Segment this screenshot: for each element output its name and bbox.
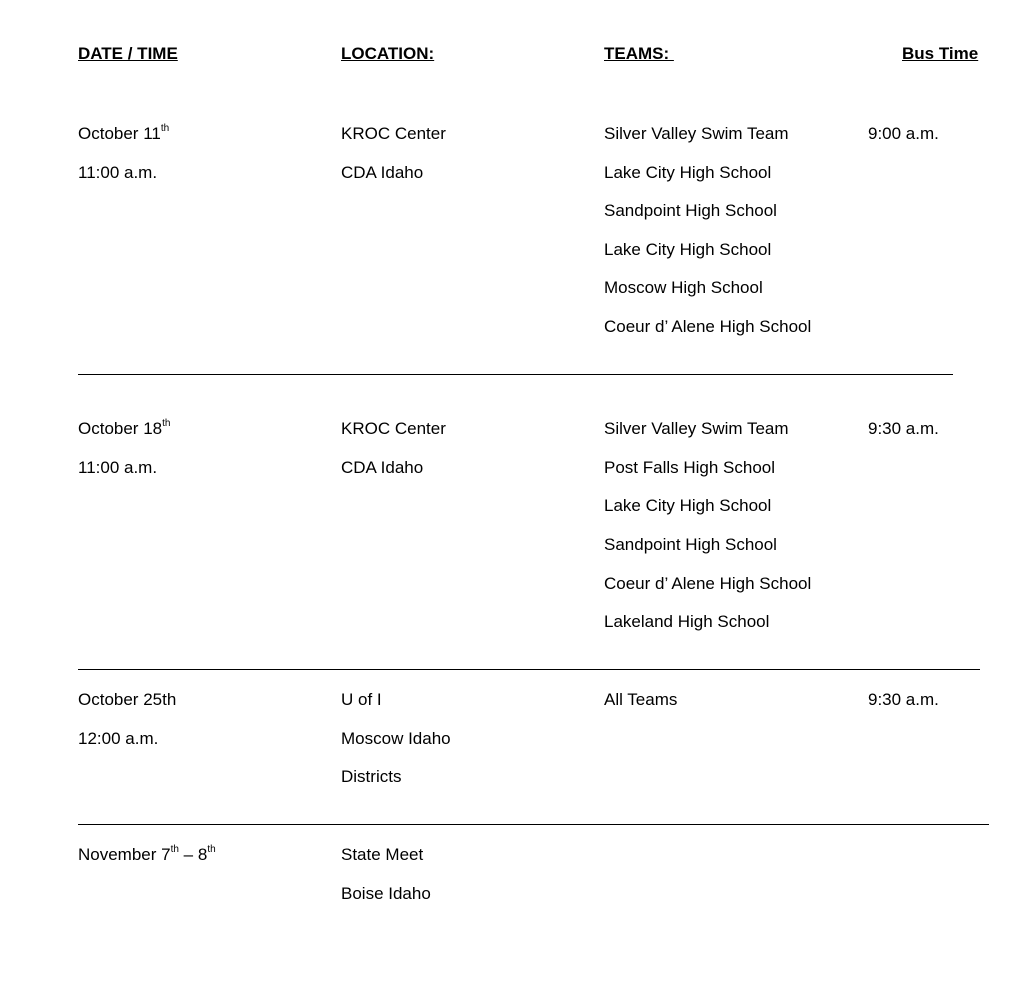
- meet-3-location-line: Moscow Idaho: [341, 729, 451, 748]
- meet-3-bus-time: 9:30 a.m.: [868, 690, 939, 709]
- meet-2-team: Sandpoint High School: [604, 535, 777, 554]
- meet-3-date: October 25th: [78, 690, 177, 709]
- meet-1-team: Silver Valley Swim Team: [604, 124, 789, 143]
- meet-2-team: Silver Valley Swim Team: [604, 419, 789, 438]
- meet-1-date: October 11th: [78, 123, 170, 143]
- divider: [78, 374, 953, 375]
- meet-1-location-line: KROC Center: [341, 124, 446, 143]
- meet-4-date: November 7th – 8th: [78, 844, 216, 864]
- meet-2-bus-time: 9:30 a.m.: [868, 419, 939, 438]
- meet-1-bus-time: 9:00 a.m.: [868, 124, 939, 143]
- meet-2-time: 11:00 a.m.: [78, 458, 158, 477]
- header-teams: TEAMS:: [604, 44, 674, 63]
- meet-2-team: Lakeland High School: [604, 612, 770, 631]
- meet-1-team: Lake City High School: [604, 163, 772, 182]
- meet-4-location-line: Boise Idaho: [341, 884, 431, 903]
- meet-1-team: Coeur d’ Alene High School: [604, 317, 812, 336]
- meet-1-time: 11:00 a.m.: [78, 163, 158, 182]
- meet-4-location-line: State Meet: [341, 845, 424, 864]
- meet-1-team: Lake City High School: [604, 240, 772, 259]
- meet-1-team: Sandpoint High School: [604, 201, 777, 220]
- meet-2-team: Post Falls High School: [604, 458, 776, 477]
- meet-3-location-line: Districts: [341, 767, 402, 786]
- meet-1-team: Moscow High School: [604, 278, 763, 297]
- divider: [78, 669, 980, 670]
- header-bus-time: Bus Time: [902, 44, 979, 63]
- meet-2-date: October 18th: [78, 418, 171, 438]
- meet-3-time: 12:00 a.m.: [78, 729, 159, 748]
- meet-2-location-line: KROC Center: [341, 419, 446, 438]
- header-location: LOCATION:: [341, 44, 435, 63]
- meet-3-team: All Teams: [604, 690, 678, 709]
- meet-1-location-line: CDA Idaho: [341, 163, 424, 182]
- meet-2-team: Lake City High School: [604, 496, 772, 515]
- divider: [78, 824, 989, 825]
- meet-2-team: Coeur d’ Alene High School: [604, 574, 812, 593]
- header-date-time: DATE / TIME: [78, 44, 178, 63]
- meet-2-location-line: CDA Idaho: [341, 458, 424, 477]
- meet-3-location-line: U of I: [341, 690, 382, 709]
